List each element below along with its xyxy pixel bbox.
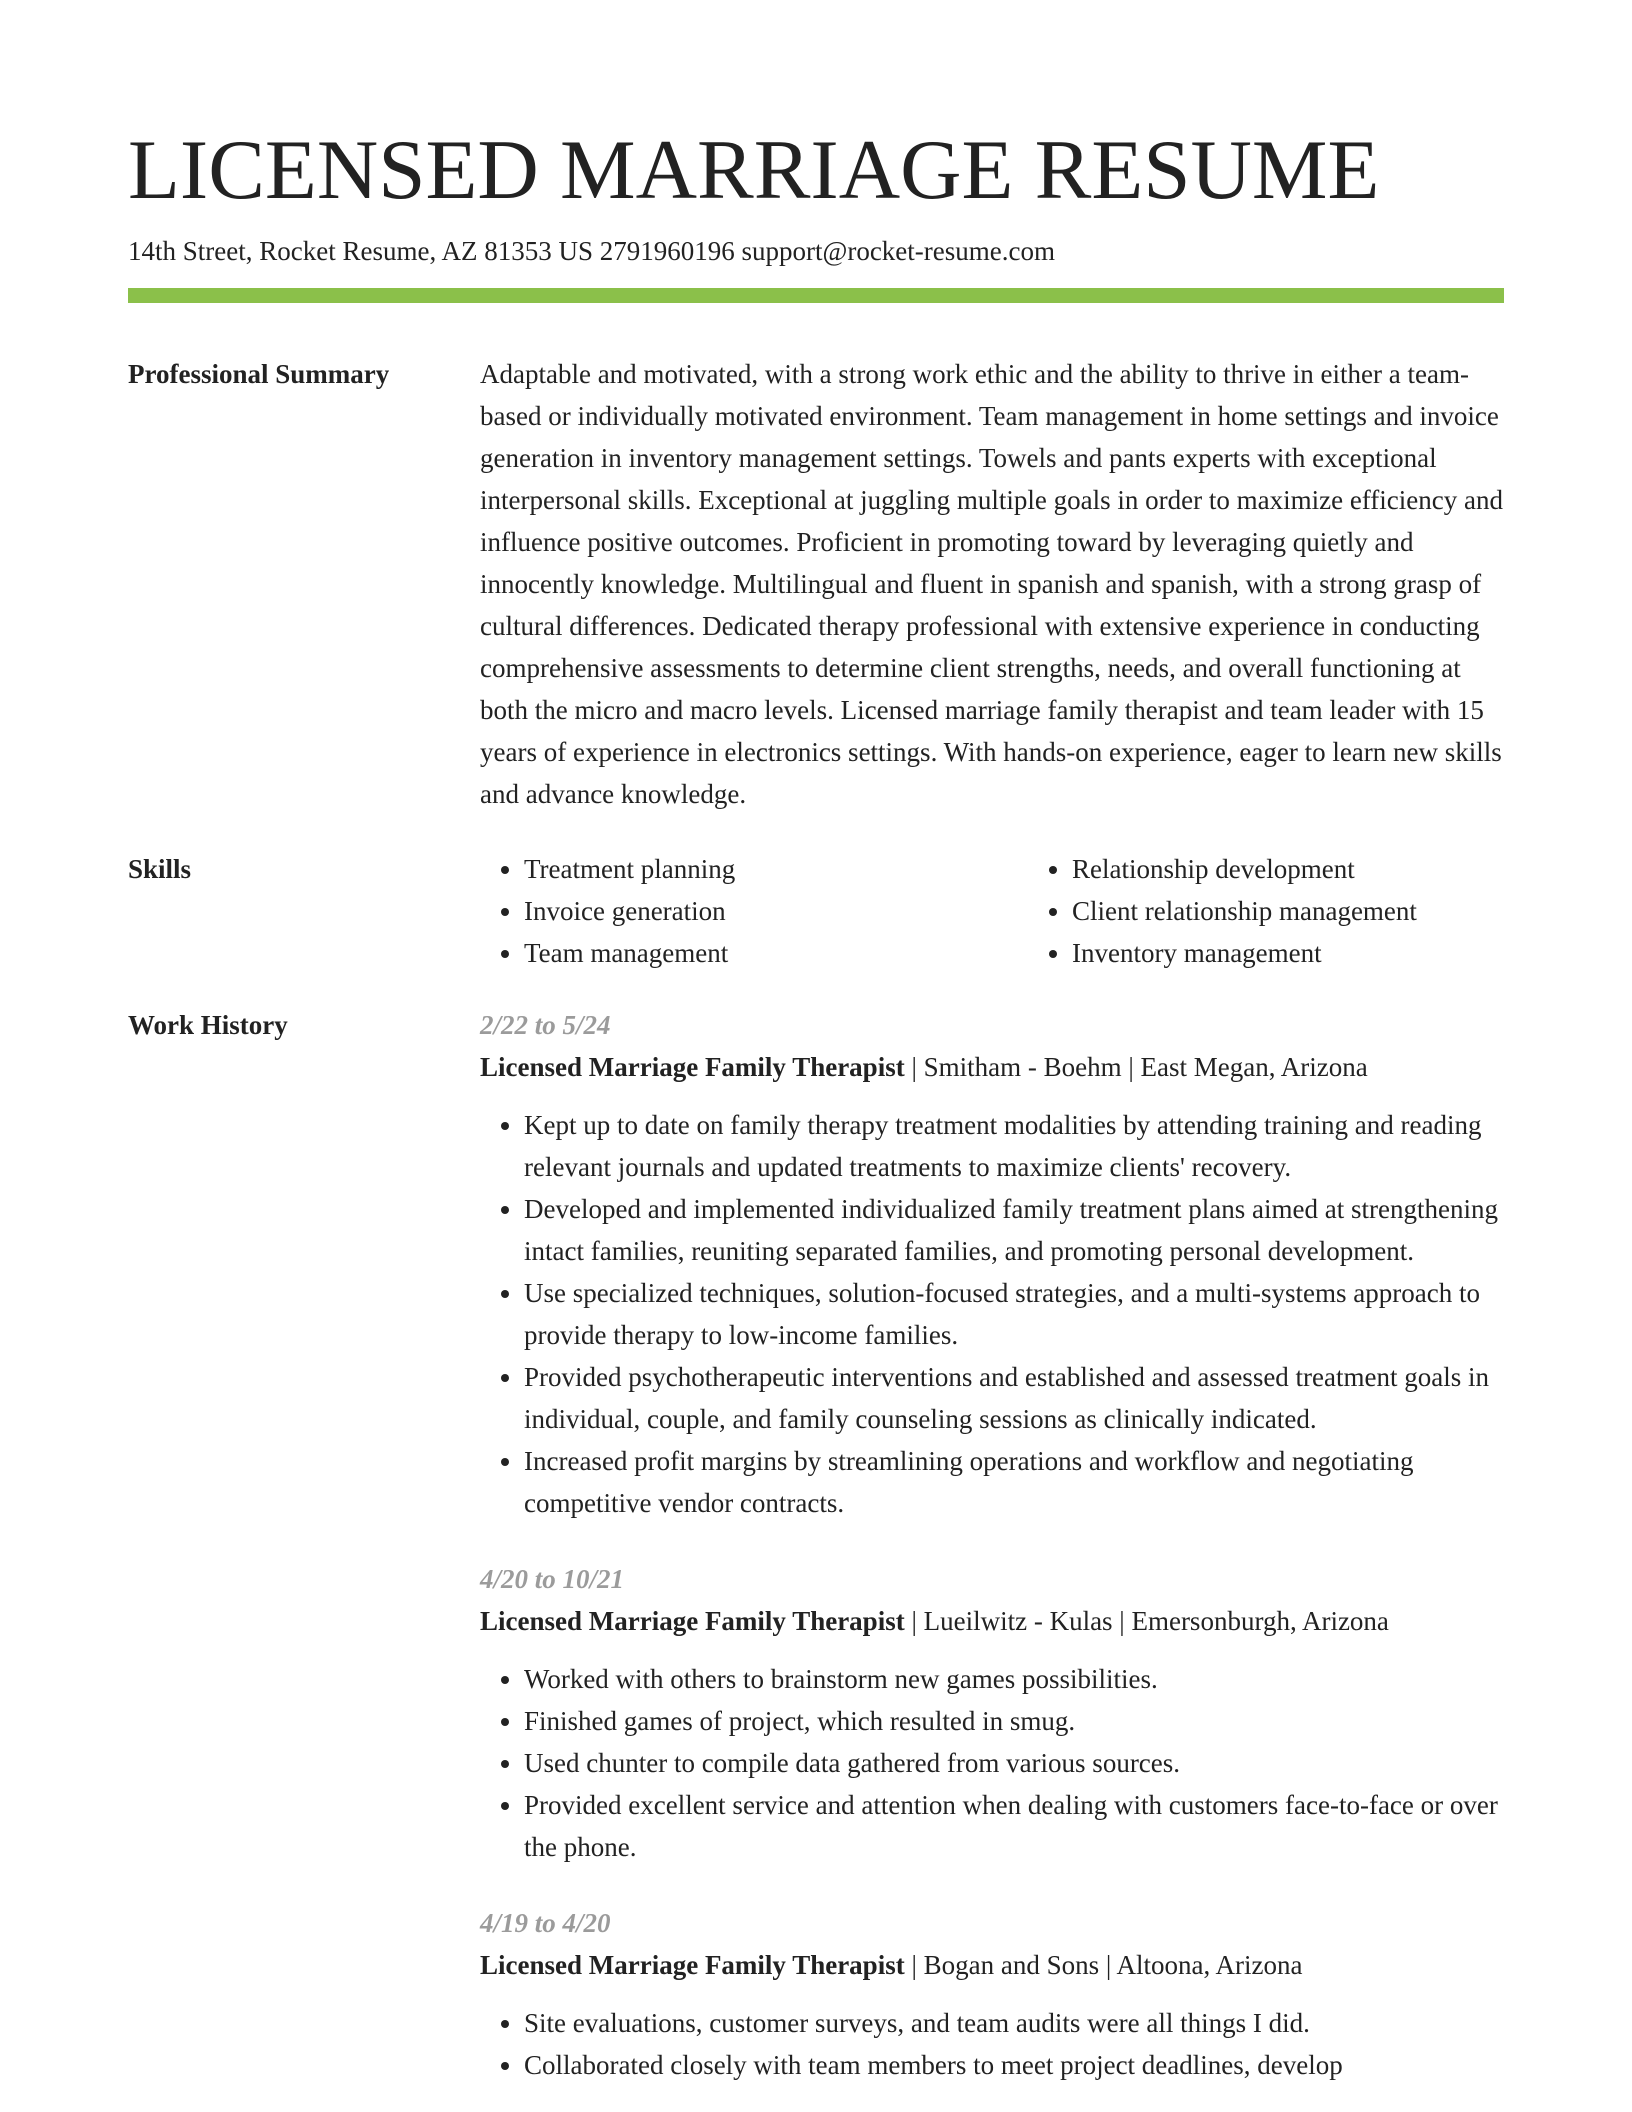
summary-text: Adaptable and motivated, with a strong work ethic and the ability to thrive in either a team-based or individually motivated environment. Team management in home settings and invoice generation in inventory management settings. Towels and pants experts with exceptional interpersonal skills. Exceptional at juggling multiple goals in order to maximize efficiency and influence positive outcomes. Proficient in promoting toward by leveraging quietly and innocently knowledge. Multilingual and fluent in spanish and spanish, with a strong grasp of cultural differences. Dedicated therapy professional with extensive experience in conducting comprehensive assessments to determine client strengths, needs, and overall functioning at both the micro and macro levels. Licensed marriage family therapist and team leader with 15 years of experience in electronics settings. With hands-on experience, eager to learn new skills and advance knowledge. bbox=[480, 359, 1503, 809]
job-entry bbox=[480, 1558, 1504, 1868]
header-divider bbox=[128, 288, 1504, 303]
skill-item: • Client relationship management bbox=[1072, 890, 1552, 932]
resume-title: LICENSED MARRIAGE RESUME bbox=[128, 123, 1380, 217]
skills-section bbox=[128, 848, 1504, 974]
section-heading-work-history: Work History bbox=[128, 1010, 288, 1040]
contact-email: support@rocket-resume.com bbox=[741, 236, 1055, 266]
job-bullet: • Used chunter to compile data gathered from various sources. bbox=[524, 1742, 1504, 1784]
job-heading bbox=[480, 1944, 1504, 1986]
job-dates: 4/20 to 10/21 bbox=[480, 1564, 625, 1594]
job-entry bbox=[480, 1902, 1504, 2086]
skill-item: • Relationship development bbox=[1072, 848, 1552, 890]
job-dates: 4/19 to 4/20 bbox=[480, 1908, 611, 1938]
job-bullet-list bbox=[480, 1658, 1504, 1868]
job-entry bbox=[480, 1004, 1504, 1524]
job-bullet: • Site evaluations, customer surveys, and team audits were all things I did. bbox=[524, 2002, 1504, 2044]
job-title: Licensed Marriage Family Therapist bbox=[480, 1606, 905, 1636]
job-bullet-list bbox=[480, 2002, 1504, 2086]
job-heading bbox=[480, 1600, 1504, 1642]
resume-page bbox=[128, 0, 1504, 2086]
job-employer-location: | Lueilwitz - Kulas | Emersonburgh, Arizona bbox=[904, 1606, 1389, 1636]
contact-phone: 2791960196 bbox=[599, 236, 735, 266]
contact-address: 14th Street, Rocket Resume, AZ 81353 US bbox=[128, 236, 593, 266]
job-bullet: • Use specialized techniques, solution-focused strategies, and a multi-systems approach to provide therapy to low-income families. bbox=[524, 1272, 1504, 1356]
job-bullet: • Provided psychotherapeutic interventions and established and assessed treatment goals in individual, couple, and family counseling sessions as clinically indicated. bbox=[524, 1356, 1504, 1440]
job-bullet: • Worked with others to brainstorm new games possibilities. bbox=[524, 1658, 1504, 1700]
job-title: Licensed Marriage Family Therapist bbox=[480, 1950, 905, 1980]
job-title: Licensed Marriage Family Therapist bbox=[480, 1052, 905, 1082]
job-employer-location: | Bogan and Sons | Altoona, Arizona bbox=[904, 1950, 1303, 1980]
skill-item: • Treatment planning bbox=[524, 848, 1028, 890]
job-bullet: • Kept up to date on family therapy treatment modalities by attending training and reading relevant journals and updated treatments to maximize clients' recovery. bbox=[524, 1104, 1504, 1188]
section-heading-summary: Professional Summary bbox=[128, 359, 390, 389]
contact-line bbox=[128, 234, 1504, 268]
job-bullet: • Developed and implemented individualized family treatment plans aimed at strengthening intact families, reuniting separated families, and promoting personal development. bbox=[524, 1188, 1504, 1272]
job-employer-location: | Smitham - Boehm | East Megan, Arizona bbox=[904, 1052, 1368, 1082]
skill-item: • Team management bbox=[524, 932, 1028, 974]
job-bullet: • Finished games of project, which resulted in smug. bbox=[524, 1700, 1504, 1742]
professional-summary-section bbox=[128, 353, 1504, 815]
job-heading bbox=[480, 1046, 1504, 1088]
job-bullet: • Increased profit margins by streamlining operations and workflow and negotiating competitive vendor contracts. bbox=[524, 1440, 1504, 1524]
skills-list-right bbox=[1028, 848, 1552, 974]
job-bullet-list bbox=[480, 1104, 1504, 1524]
skill-item: • Invoice generation bbox=[524, 890, 1028, 932]
work-history-section bbox=[128, 1004, 1504, 2086]
job-bullet: • Collaborated closely with team members to meet project deadlines, develop bbox=[524, 2044, 1504, 2086]
skills-list-left bbox=[480, 848, 1028, 974]
job-bullet: • Provided excellent service and attention when dealing with customers face-to-face or over the phone. bbox=[524, 1784, 1504, 1868]
section-heading-skills: Skills bbox=[128, 854, 192, 884]
skill-item: • Inventory management bbox=[1072, 932, 1552, 974]
job-dates: 2/22 to 5/24 bbox=[480, 1010, 611, 1040]
